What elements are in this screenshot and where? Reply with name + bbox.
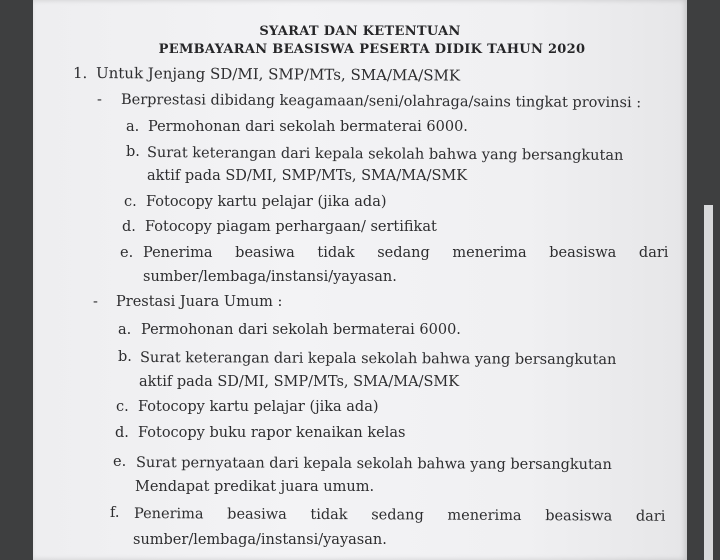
group-b-item-text: Permohonan dari sekolah bermaterai 6000. <box>141 322 461 338</box>
group-b-item-text-line1: Penerima beasiwa tidak sedang menerima beasiswa dari <box>133 506 666 525</box>
section-heading: Untuk Jenjang SD/MI, SMP/MTs, SMA/MA/SMK <box>95 64 461 85</box>
group-b-item-text-line2: sumber/lembaga/instansi/yayasan. <box>133 532 387 548</box>
group-b-item-text: Fotocopy buku rapor kenaikan kelas <box>138 425 406 441</box>
group-a-item-text-line1 <box>147 145 640 164</box>
group-b-item-letter: c. <box>116 399 129 415</box>
group-b-item-letter: d. <box>115 425 129 441</box>
group-a-item-text: Fotocopy piagam perhargaan/ sertifikat <box>145 219 437 235</box>
group-a-item-text: Permohonan dari sekolah bermaterai 6000. <box>148 119 468 135</box>
group-b-item-letter: a. <box>118 322 132 338</box>
group-a-item-letter: e. <box>120 245 134 261</box>
section-number: 1. <box>72 63 88 83</box>
item-b-line1: Surat keterangan dari kepala sekolah bahwa yang bersangkutan <box>146 145 624 164</box>
document-title-line1: SYARAT DAN KETENTUAN <box>259 24 461 39</box>
group-b-item-letter: e. <box>113 454 127 470</box>
group-a-item-text: Fotocopy kartu pelajar (jika ada) <box>146 194 387 210</box>
group-a-item-text-line1: Penerima beasiwa tidak sedang menerima beasiswa dari <box>143 245 669 261</box>
group-a-item-letter: a. <box>126 119 140 135</box>
group-b-item-text-line2: Mendapat predikat juara umum. <box>135 479 375 495</box>
group-a-item-letter: d. <box>122 219 136 235</box>
group-b-heading: Prestasi Juara Umum : <box>116 294 283 310</box>
group-b-item-text: Fotocopy kartu pelajar (jika ada) <box>138 399 379 415</box>
document-title-line2: PEMBAYARAN BEASISWA PESERTA DIDIK TAHUN 2020 <box>158 42 586 57</box>
paper-edge <box>704 205 713 560</box>
group-a-item-text-line2: sumber/lembaga/instansi/yayasan. <box>143 269 397 285</box>
group-a-item-text-line2: aktif pada SD/MI, SMP/MTs, SMA/MA/SMK <box>147 168 468 184</box>
group-b-item-letter: b. <box>118 349 132 365</box>
group-a-heading: Berprestasi dibidang keagamaan/seni/olahraga/sains tingkat provinsi : <box>120 92 642 112</box>
group-b-item-text-line1: Surat keterangan dari kepala sekolah bahwa yang bersangkutan <box>139 350 617 369</box>
group-b-item-text-line1: Surat pernyataan dari kepala sekolah bahwa yang bersangkutan <box>135 455 612 474</box>
group-a-item-letter: c. <box>124 194 137 210</box>
group-a-bullet: - <box>97 92 102 108</box>
group-a-item-letter: b. <box>126 144 140 160</box>
group-b-item-text-line2: aktif pada SD/MI, SMP/MTs, SMA/MA/SMK <box>139 374 460 390</box>
group-b-item-letter: f. <box>110 505 120 521</box>
group-b-bullet: - <box>93 294 98 310</box>
